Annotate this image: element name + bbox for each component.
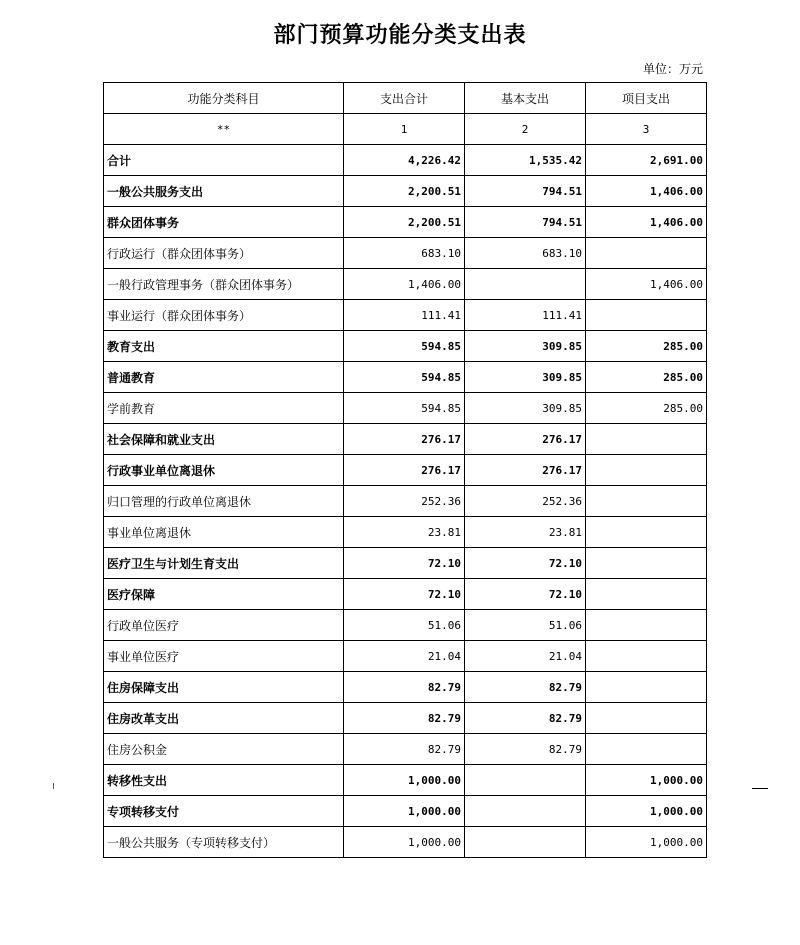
row-total: 594.85 bbox=[344, 362, 465, 393]
row-basic: 23.81 bbox=[465, 517, 586, 548]
row-total: 252.36 bbox=[344, 486, 465, 517]
header-cell: 支出合计 bbox=[344, 83, 465, 114]
row-project bbox=[586, 641, 707, 672]
table-row bbox=[104, 641, 707, 672]
row-total: 276.17 bbox=[344, 424, 465, 455]
row-name: 医疗卫生与计划生育支出 bbox=[104, 548, 344, 579]
row-project: 1,000.00 bbox=[586, 827, 707, 858]
table-row bbox=[104, 486, 707, 517]
row-basic bbox=[465, 269, 586, 300]
table-row bbox=[104, 672, 707, 703]
row-total: 72.10 bbox=[344, 548, 465, 579]
row-total: 51.06 bbox=[344, 610, 465, 641]
table-row bbox=[104, 424, 707, 455]
row-name: 住房保障支出 bbox=[104, 672, 344, 703]
row-name: 合计 bbox=[104, 145, 344, 176]
header-cell: 项目支出 bbox=[586, 83, 707, 114]
row-project bbox=[586, 517, 707, 548]
table-row bbox=[104, 393, 707, 424]
row-project: 285.00 bbox=[586, 331, 707, 362]
row-project bbox=[586, 734, 707, 765]
row-basic: 794.51 bbox=[465, 207, 586, 238]
table-row bbox=[104, 796, 707, 827]
row-name: 事业单位医疗 bbox=[104, 641, 344, 672]
table-row bbox=[104, 765, 707, 796]
table-row bbox=[104, 207, 707, 238]
table-row bbox=[104, 579, 707, 610]
row-name: 群众团体事务 bbox=[104, 207, 344, 238]
index-cell: 2 bbox=[465, 114, 586, 145]
unit-label: 单位：万元 bbox=[642, 62, 703, 76]
row-name: 行政运行（群众团体事务） bbox=[104, 238, 344, 269]
row-total: 594.85 bbox=[344, 393, 465, 424]
row-project bbox=[586, 610, 707, 641]
row-basic: 72.10 bbox=[465, 548, 586, 579]
row-basic: 72.10 bbox=[465, 579, 586, 610]
table-row bbox=[104, 827, 707, 858]
table-row bbox=[104, 238, 707, 269]
row-project: 1,406.00 bbox=[586, 176, 707, 207]
row-basic: 276.17 bbox=[465, 424, 586, 455]
row-basic: 309.85 bbox=[465, 331, 586, 362]
row-name: 普通教育 bbox=[104, 362, 344, 393]
page-title: 部门预算功能分类支出表 bbox=[273, 22, 527, 48]
row-total: 82.79 bbox=[344, 703, 465, 734]
row-total: 23.81 bbox=[344, 517, 465, 548]
row-name: 专项转移支付 bbox=[104, 796, 344, 827]
row-total: 72.10 bbox=[344, 579, 465, 610]
row-basic: 111.41 bbox=[465, 300, 586, 331]
row-name: 转移性支出 bbox=[104, 765, 344, 796]
index-cell: ** bbox=[104, 114, 344, 145]
row-total: 1,406.00 bbox=[344, 269, 465, 300]
row-project bbox=[586, 672, 707, 703]
row-name: 住房改革支出 bbox=[104, 703, 344, 734]
row-basic: 309.85 bbox=[465, 393, 586, 424]
row-basic: 683.10 bbox=[465, 238, 586, 269]
row-project: 1,406.00 bbox=[586, 207, 707, 238]
row-basic: 82.79 bbox=[465, 734, 586, 765]
table-row bbox=[104, 610, 707, 641]
row-project bbox=[586, 703, 707, 734]
row-project bbox=[586, 579, 707, 610]
index-row bbox=[104, 114, 707, 145]
row-name: 一般公共服务支出 bbox=[104, 176, 344, 207]
table-row bbox=[104, 176, 707, 207]
row-total: 1,000.00 bbox=[344, 765, 465, 796]
row-name: 归口管理的行政单位离退休 bbox=[104, 486, 344, 517]
table-row bbox=[104, 269, 707, 300]
row-total: 683.10 bbox=[344, 238, 465, 269]
row-basic: 82.79 bbox=[465, 672, 586, 703]
table-row bbox=[104, 703, 707, 734]
row-name: 医疗保障 bbox=[104, 579, 344, 610]
row-basic: 51.06 bbox=[465, 610, 586, 641]
row-total: 1,000.00 bbox=[344, 796, 465, 827]
row-project bbox=[586, 548, 707, 579]
row-basic: 276.17 bbox=[465, 455, 586, 486]
row-basic: 21.04 bbox=[465, 641, 586, 672]
row-total: 82.79 bbox=[344, 734, 465, 765]
row-name: 事业单位离退休 bbox=[104, 517, 344, 548]
table-row bbox=[104, 734, 707, 765]
row-name: 事业运行（群众团体事务） bbox=[104, 300, 344, 331]
index-cell: 1 bbox=[344, 114, 465, 145]
row-total: 4,226.42 bbox=[344, 145, 465, 176]
row-total: 21.04 bbox=[344, 641, 465, 672]
row-basic: 82.79 bbox=[465, 703, 586, 734]
row-name: 行政事业单位离退休 bbox=[104, 455, 344, 486]
row-project: 285.00 bbox=[586, 393, 707, 424]
header-cell: 功能分类科目 bbox=[104, 83, 344, 114]
table-row bbox=[104, 362, 707, 393]
row-total: 594.85 bbox=[344, 331, 465, 362]
index-cell: 3 bbox=[586, 114, 707, 145]
table-row bbox=[104, 548, 707, 579]
row-total: 2,200.51 bbox=[344, 176, 465, 207]
row-project: 1,000.00 bbox=[586, 765, 707, 796]
row-project bbox=[586, 238, 707, 269]
row-basic bbox=[465, 796, 586, 827]
row-project: 2,691.00 bbox=[586, 145, 707, 176]
row-total: 2,200.51 bbox=[344, 207, 465, 238]
row-basic: 309.85 bbox=[465, 362, 586, 393]
margin-tick-mark bbox=[53, 783, 54, 789]
margin-dash-mark bbox=[752, 788, 768, 789]
row-project bbox=[586, 486, 707, 517]
row-basic: 252.36 bbox=[465, 486, 586, 517]
row-project bbox=[586, 300, 707, 331]
table-row bbox=[104, 300, 707, 331]
row-total: 1,000.00 bbox=[344, 827, 465, 858]
table-row bbox=[104, 145, 707, 176]
budget-table bbox=[103, 82, 707, 858]
row-basic bbox=[465, 765, 586, 796]
row-name: 一般行政管理事务（群众团体事务） bbox=[104, 269, 344, 300]
row-project: 1,406.00 bbox=[586, 269, 707, 300]
header-cell: 基本支出 bbox=[465, 83, 586, 114]
row-name: 学前教育 bbox=[104, 393, 344, 424]
row-name: 一般公共服务（专项转移支付） bbox=[104, 827, 344, 858]
row-name: 住房公积金 bbox=[104, 734, 344, 765]
row-basic: 1,535.42 bbox=[465, 145, 586, 176]
row-project bbox=[586, 424, 707, 455]
row-total: 276.17 bbox=[344, 455, 465, 486]
row-total: 111.41 bbox=[344, 300, 465, 331]
row-project: 1,000.00 bbox=[586, 796, 707, 827]
row-total: 82.79 bbox=[344, 672, 465, 703]
row-name: 行政单位医疗 bbox=[104, 610, 344, 641]
row-name: 教育支出 bbox=[104, 331, 344, 362]
row-project bbox=[586, 455, 707, 486]
row-basic: 794.51 bbox=[465, 176, 586, 207]
row-basic bbox=[465, 827, 586, 858]
row-project: 285.00 bbox=[586, 362, 707, 393]
table-row bbox=[104, 517, 707, 548]
row-name: 社会保障和就业支出 bbox=[104, 424, 344, 455]
header-row bbox=[104, 83, 707, 114]
table-row bbox=[104, 331, 707, 362]
table-row bbox=[104, 455, 707, 486]
